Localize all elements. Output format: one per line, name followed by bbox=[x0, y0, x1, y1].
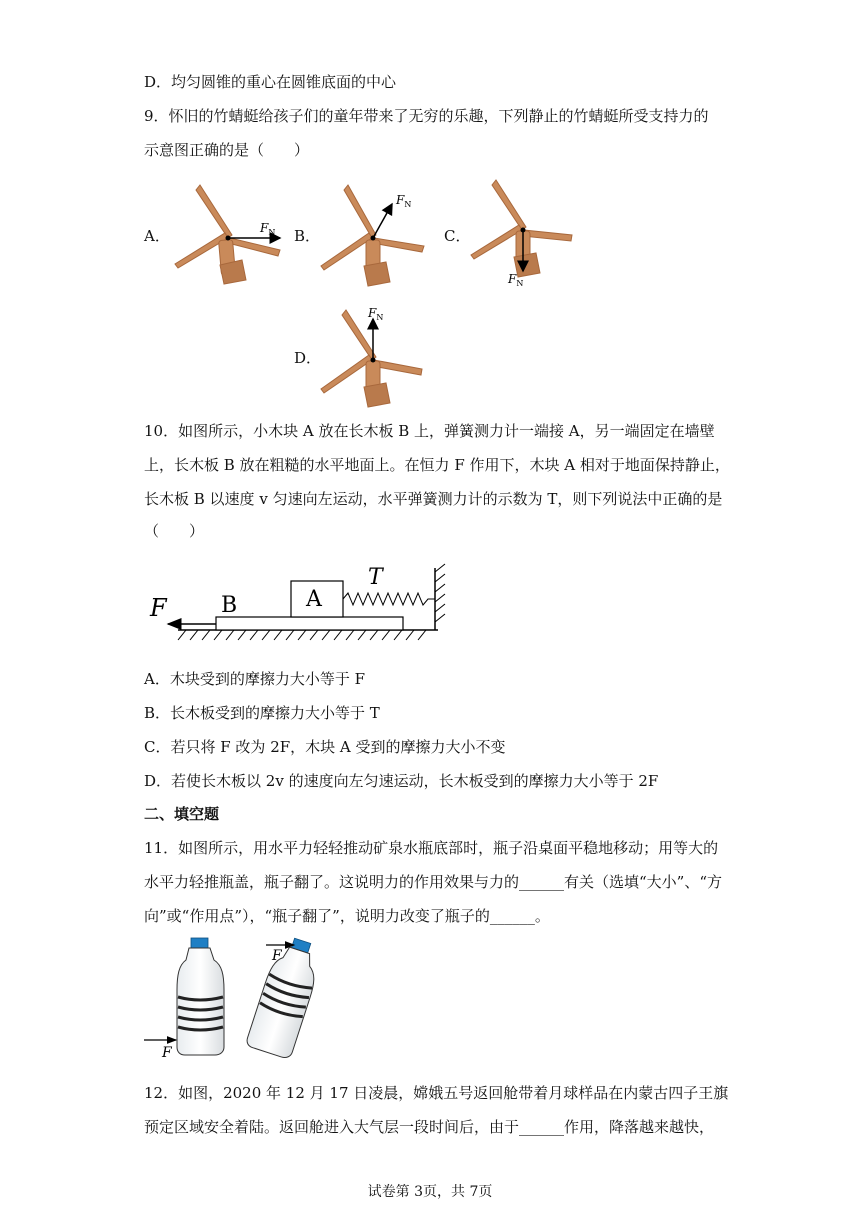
q9-force-label-d: $F_N$ bbox=[368, 306, 384, 322]
q9-stem-line2: 示意图正确的是（ ） bbox=[144, 141, 310, 159]
q10-stem-line4: （ ） bbox=[144, 522, 205, 540]
q10-label-f: F bbox=[150, 594, 167, 622]
q10-option-d: D．若使长木板以 2v 的速度向左匀速运动，长木板受到的摩擦力大小等于 2F bbox=[144, 772, 659, 790]
q12-stem-line1: 12．如图，2020 年 12 月 17 日凌晨，嫦娥五号返回舱带着月球样品在内蒙古四子王旗 bbox=[144, 1084, 729, 1102]
q10-option-a: A．木块受到的摩擦力大小等于 F bbox=[144, 670, 366, 688]
q10-option-b: B．长木板受到的摩擦力大小等于 T bbox=[144, 704, 380, 722]
q9-force-label-b: $F_N$ bbox=[396, 193, 412, 209]
q9-force-label-c: $F_N$ bbox=[508, 272, 524, 288]
q9-dragonfly-a-figure bbox=[170, 180, 290, 290]
q10-stem-line2: 上，长木板 B 放在粗糙的水平地面上。在恒力 F 作用下，木块 A 相对于地面保持静止， bbox=[144, 456, 730, 474]
q10-label-b: B bbox=[221, 593, 238, 618]
q11-bottles-figure bbox=[144, 935, 334, 1065]
q10-option-c: C．若只将 F 改为 2F，木块 A 受到的摩擦力大小不变 bbox=[144, 738, 506, 756]
q11-stem-line2: 水平力轻推瓶盖，瓶子翻了。这说明力的作用效果与力的______有关（选填“大小”、“方 bbox=[144, 873, 723, 891]
q10-label-a: A bbox=[306, 587, 322, 612]
q9-label-a: A． bbox=[144, 227, 170, 245]
q10-label-t: T bbox=[368, 565, 383, 590]
q8-option-d: D．均匀圆锥的重心在圆锥底面的中心 bbox=[144, 73, 397, 91]
q11-stem-line3: 向”或“作用点”），“瓶子翻了”，说明力改变了瓶子的______。 bbox=[144, 907, 550, 925]
page-footer: 试卷第 3页，共 7页 bbox=[367, 1184, 493, 1200]
q10-stem-line1: 10．如图所示，小木块 A 放在长木板 B 上，弹簧测力计一端接 A，另一端固定在墙壁 bbox=[144, 422, 715, 440]
q9-label-b: B． bbox=[294, 227, 321, 245]
q9-dragonfly-c-figure bbox=[468, 175, 588, 295]
q9-label-d: D． bbox=[294, 349, 322, 367]
q9-force-label-a: $F_N$ bbox=[260, 221, 276, 237]
section-title-fill-in: 二、填空题 bbox=[144, 805, 220, 823]
q9-stem-line1: 9．怀旧的竹蜻蜓给孩子们的童年带来了无穷的乐趣，下列静止的竹蜻蜓所受支持力的 bbox=[144, 107, 709, 125]
q11-force-label-1: F bbox=[162, 1045, 172, 1061]
q12-stem-line2: 预定区域安全着陆。返回舱进入大气层一段时间后，由于______作用，降落越来越快， bbox=[144, 1118, 715, 1136]
q11-stem-line1: 11．如图所示，用水平力轻轻推动矿泉水瓶底部时，瓶子沿桌面平稳地移动；用等大的 bbox=[144, 839, 719, 857]
q9-dragonfly-d-figure bbox=[318, 305, 438, 415]
q11-force-label-2: F bbox=[272, 948, 282, 964]
q9-label-c: C． bbox=[444, 227, 471, 245]
q10-stem-line3: 长木板 B 以速度 v 匀速向左运动，水平弹簧测力计的示数为 T，则下列说法中正确的是 bbox=[144, 490, 723, 508]
q9-dragonfly-b-figure bbox=[318, 180, 438, 290]
q10-block-spring-figure bbox=[148, 560, 458, 645]
